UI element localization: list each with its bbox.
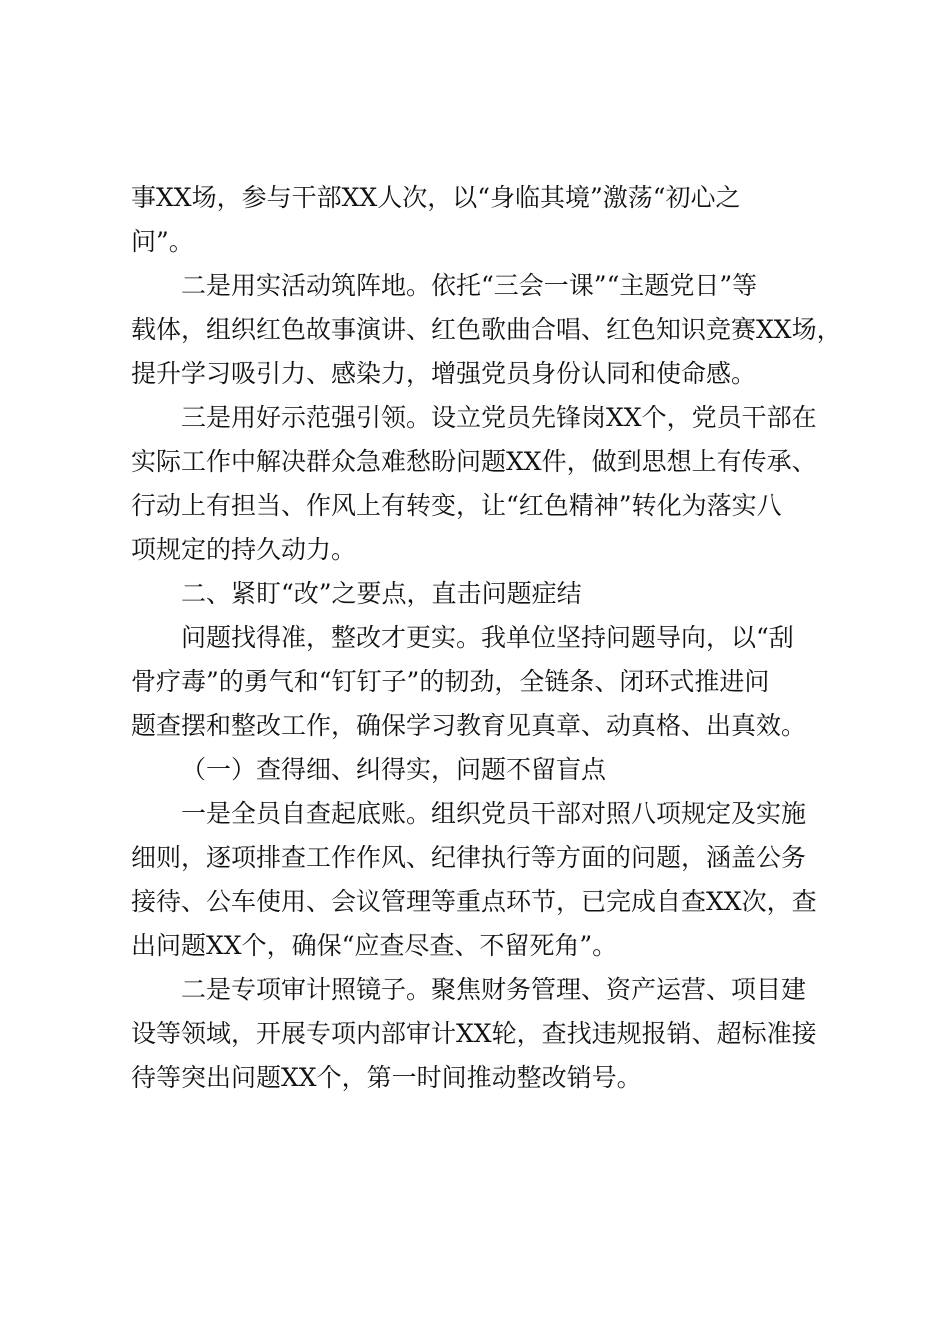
text-line: 问”。 (131, 227, 194, 256)
paragraph-demonstration (131, 396, 831, 572)
text-line: 二是用实活动筑阵地。依托“三会一课”“主题党日”等 (181, 271, 758, 300)
text-line: 接待、公车使用、会议管理等重点环节，已完成自查XX次，查 (131, 887, 817, 916)
text-line: 待等突出问题XX个，第一时间推动整改销号。 (131, 1063, 642, 1092)
text-line: 细则，逐项排查工作作风、纪律执行等方面的问题，涵盖公务 (131, 843, 807, 872)
text-line: 项规定的持久动力。 (131, 535, 357, 564)
text-line: 载体，组织红色故事演讲、红色歌曲合唱、红色知识竞赛XX场， (131, 315, 842, 344)
document-body (131, 176, 842, 1100)
text-line: （一）查得细、纠得实，问题不留盲点 (181, 755, 607, 784)
text-line: 二是专项审计照镜子。聚焦财务管理、资产运营、项目建 (181, 975, 807, 1004)
text-line: 骨疗毒”的勇气和“钉钉子”的韧劲，全链条、闭环式推进问 (131, 667, 770, 696)
subsection-heading (131, 748, 831, 792)
paragraph-activities (131, 264, 842, 396)
text-line: 题查摆和整改工作，确保学习教育见真章、动真格、出真效。 (131, 711, 807, 740)
text-line: 行动上有担当、作风上有转变，让“红色精神”转化为落实八 (131, 491, 782, 520)
paragraph-self-check (131, 792, 831, 968)
text-line: 出问题XX个，确保“应查尽查、不留死角”。 (131, 931, 618, 960)
paragraph-problem-orientation (131, 616, 831, 748)
text-line: 三是用好示范强引领。设立党员先锋岗XX个，党员干部在 (181, 403, 817, 432)
text-line: 二、紧盯“改”之要点，直击问题症结 (181, 579, 582, 608)
section-heading (131, 572, 831, 616)
text-line: 问题找得准，整改才更实。我单位坚持问题导向，以“刮 (181, 623, 794, 652)
text-line: 提升学习吸引力、感染力，增强党员身份认同和使命感。 (131, 359, 757, 388)
text-line: 设等领域，开展专项内部审计XX轮，查找违规报销、超标准接 (131, 1019, 817, 1048)
paragraph-audit (131, 968, 831, 1100)
text-line: 实际工作中解决群众急难愁盼问题XX件，做到思想上有传承、 (131, 447, 817, 476)
text-line: 一是全员自查起底账。组织党员干部对照八项规定及实施 (181, 799, 807, 828)
paragraph-continuation (131, 176, 831, 264)
text-line: 事XX场，参与干部XX人次，以“身临其境”激荡“初心之 (131, 183, 741, 212)
